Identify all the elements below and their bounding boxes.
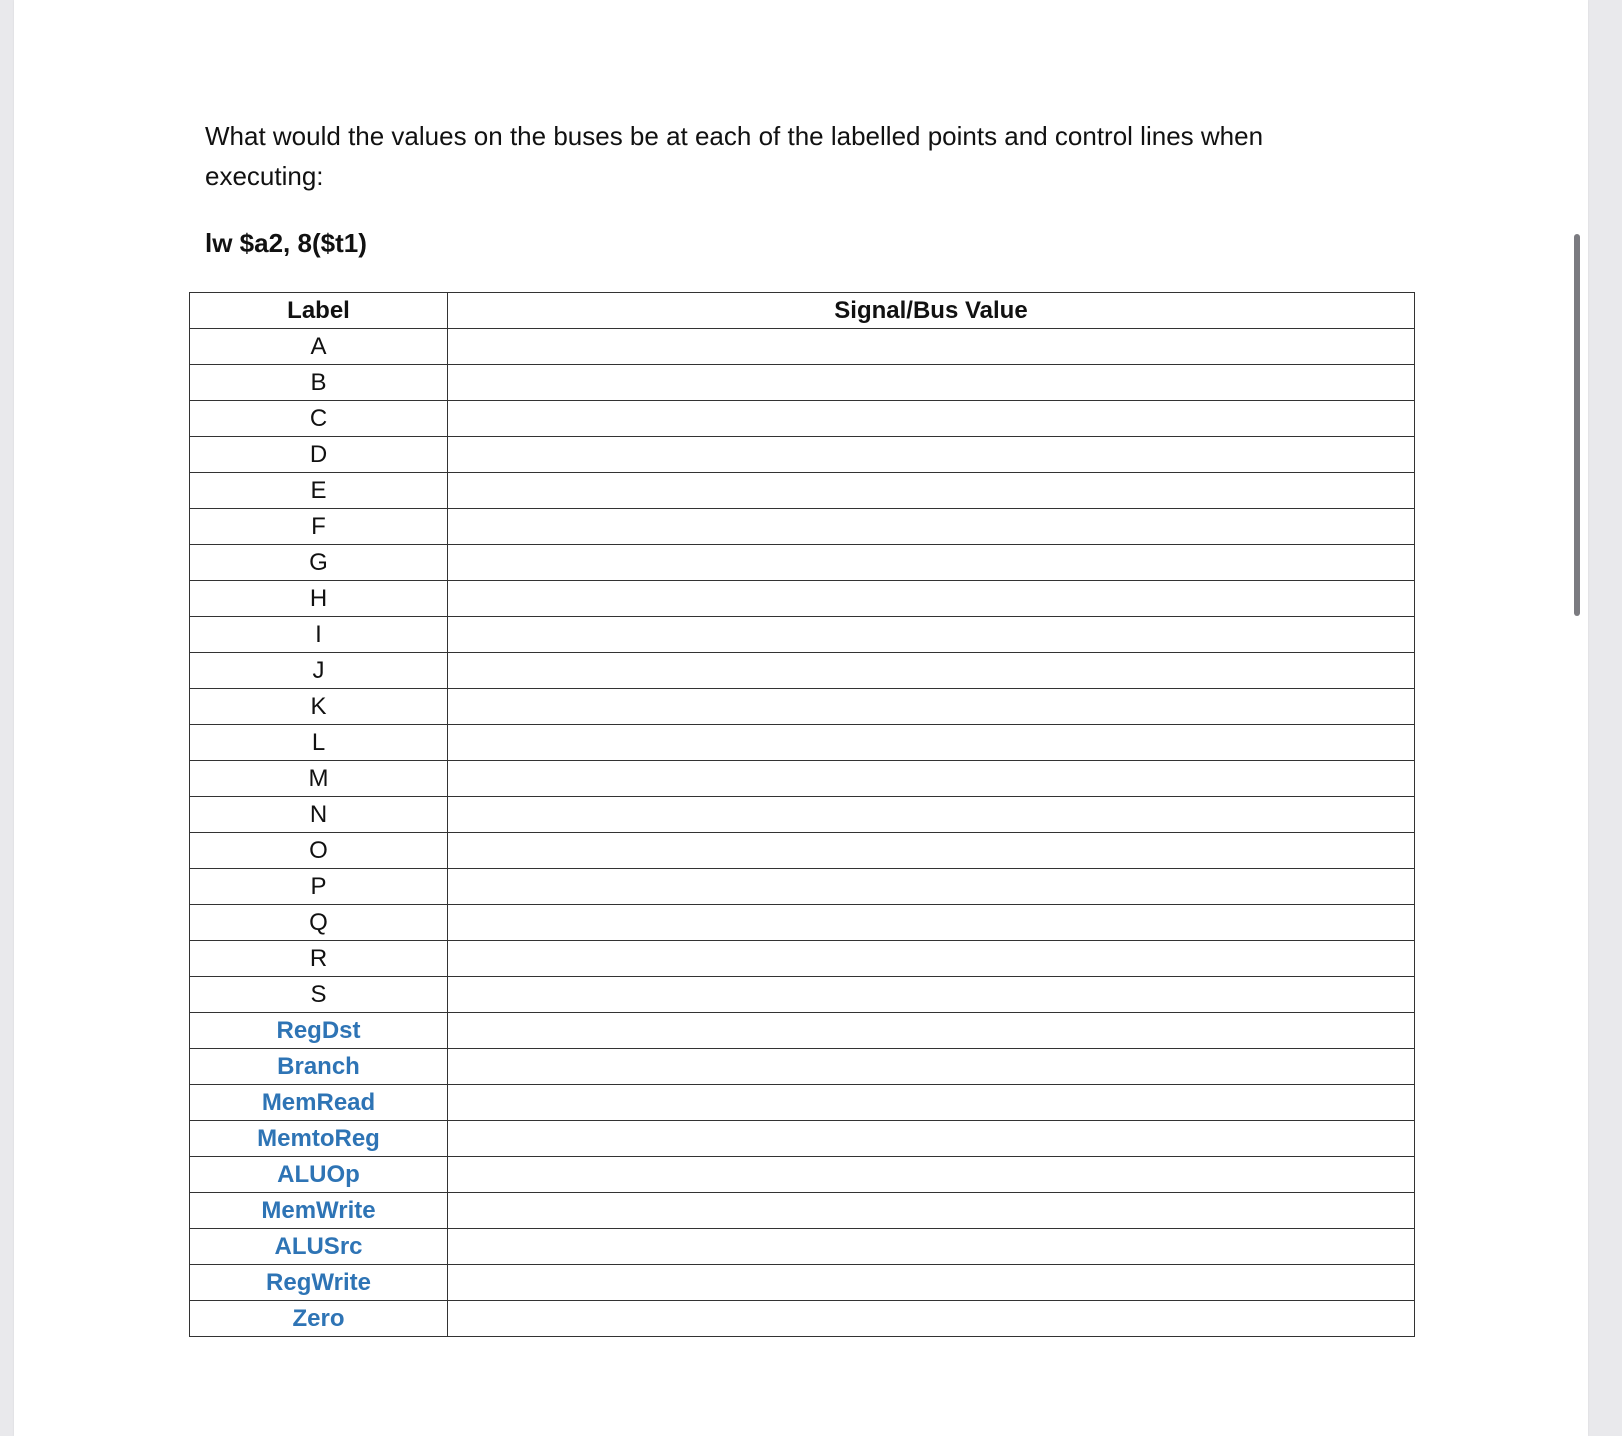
- row-label: MemRead: [190, 1085, 448, 1121]
- table-row: [190, 1121, 1415, 1157]
- row-value-cell[interactable]: [448, 473, 1415, 509]
- row-value-cell[interactable]: [448, 1265, 1415, 1301]
- signal-table: [189, 292, 1415, 1337]
- row-label: K: [190, 689, 448, 725]
- row-label: S: [190, 977, 448, 1013]
- table-row: [190, 941, 1415, 977]
- row-label: P: [190, 869, 448, 905]
- row-label: RegWrite: [190, 1265, 448, 1301]
- row-label: Branch: [190, 1049, 448, 1085]
- table-row: [190, 1157, 1415, 1193]
- vertical-scrollbar[interactable]: [1574, 234, 1580, 616]
- row-label: J: [190, 653, 448, 689]
- table-row: [190, 329, 1415, 365]
- table-row: [190, 725, 1415, 761]
- table-row: [190, 905, 1415, 941]
- row-value-cell[interactable]: [448, 833, 1415, 869]
- row-label: C: [190, 401, 448, 437]
- row-label: ALUOp: [190, 1157, 448, 1193]
- row-value-cell[interactable]: [448, 689, 1415, 725]
- row-value-cell[interactable]: [448, 941, 1415, 977]
- row-label: B: [190, 365, 448, 401]
- table-row: [190, 869, 1415, 905]
- row-value-cell[interactable]: [448, 977, 1415, 1013]
- table-row: [190, 653, 1415, 689]
- table-row: [190, 797, 1415, 833]
- row-label: R: [190, 941, 448, 977]
- table-row: [190, 473, 1415, 509]
- table-header-row: [190, 293, 1415, 329]
- row-value-cell[interactable]: [448, 365, 1415, 401]
- table-row: [190, 581, 1415, 617]
- row-value-cell[interactable]: [448, 1229, 1415, 1265]
- row-value-cell[interactable]: [448, 581, 1415, 617]
- row-value-cell[interactable]: [448, 761, 1415, 797]
- question-text: What would the values on the buses be at each of the labelled points and control lines when executing:: [205, 121, 1264, 191]
- table-row: [190, 1265, 1415, 1301]
- row-label: I: [190, 617, 448, 653]
- row-value-cell[interactable]: [448, 1193, 1415, 1229]
- row-value-cell[interactable]: [448, 437, 1415, 473]
- table-row: [190, 1301, 1415, 1337]
- table-row: [190, 1013, 1415, 1049]
- table-row: [190, 1229, 1415, 1265]
- row-value-cell[interactable]: [448, 1121, 1415, 1157]
- row-value-cell[interactable]: [448, 725, 1415, 761]
- table-row: [190, 761, 1415, 797]
- row-value-cell[interactable]: [448, 869, 1415, 905]
- row-value-cell[interactable]: [448, 329, 1415, 365]
- row-value-cell[interactable]: [448, 653, 1415, 689]
- table-row: [190, 1085, 1415, 1121]
- table-row: [190, 509, 1415, 545]
- table-row: [190, 437, 1415, 473]
- header-label: Label: [190, 293, 448, 329]
- row-value-cell[interactable]: [448, 1301, 1415, 1337]
- row-label: N: [190, 797, 448, 833]
- row-label: MemWrite: [190, 1193, 448, 1229]
- table-row: [190, 977, 1415, 1013]
- row-value-cell[interactable]: [448, 509, 1415, 545]
- instruction-code: lw $a2, 8($t1): [205, 228, 367, 258]
- row-label: M: [190, 761, 448, 797]
- row-label: Zero: [190, 1301, 448, 1337]
- row-value-cell[interactable]: [448, 401, 1415, 437]
- row-label: Q: [190, 905, 448, 941]
- table-row: [190, 833, 1415, 869]
- row-label: ALUSrc: [190, 1229, 448, 1265]
- table-body: [190, 329, 1415, 1337]
- row-label: F: [190, 509, 448, 545]
- row-label: H: [190, 581, 448, 617]
- row-value-cell[interactable]: [448, 617, 1415, 653]
- table-row: [190, 545, 1415, 581]
- row-label: L: [190, 725, 448, 761]
- row-value-cell[interactable]: [448, 1085, 1415, 1121]
- row-value-cell[interactable]: [448, 797, 1415, 833]
- table-row: [190, 401, 1415, 437]
- row-label: D: [190, 437, 448, 473]
- row-label: O: [190, 833, 448, 869]
- row-value-cell[interactable]: [448, 905, 1415, 941]
- table-row: [190, 689, 1415, 725]
- row-label: RegDst: [190, 1013, 448, 1049]
- row-label: E: [190, 473, 448, 509]
- table-row: [190, 1049, 1415, 1085]
- table-row: [190, 365, 1415, 401]
- row-label: MemtoReg: [190, 1121, 448, 1157]
- row-label: A: [190, 329, 448, 365]
- header-signal-bus-value: Signal/Bus Value: [448, 293, 1415, 329]
- table-row: [190, 1193, 1415, 1229]
- row-value-cell[interactable]: [448, 1049, 1415, 1085]
- document-page: [14, 0, 1588, 1436]
- row-value-cell[interactable]: [448, 1157, 1415, 1193]
- table-row: [190, 617, 1415, 653]
- row-value-cell[interactable]: [448, 1013, 1415, 1049]
- row-value-cell[interactable]: [448, 545, 1415, 581]
- row-label: G: [190, 545, 448, 581]
